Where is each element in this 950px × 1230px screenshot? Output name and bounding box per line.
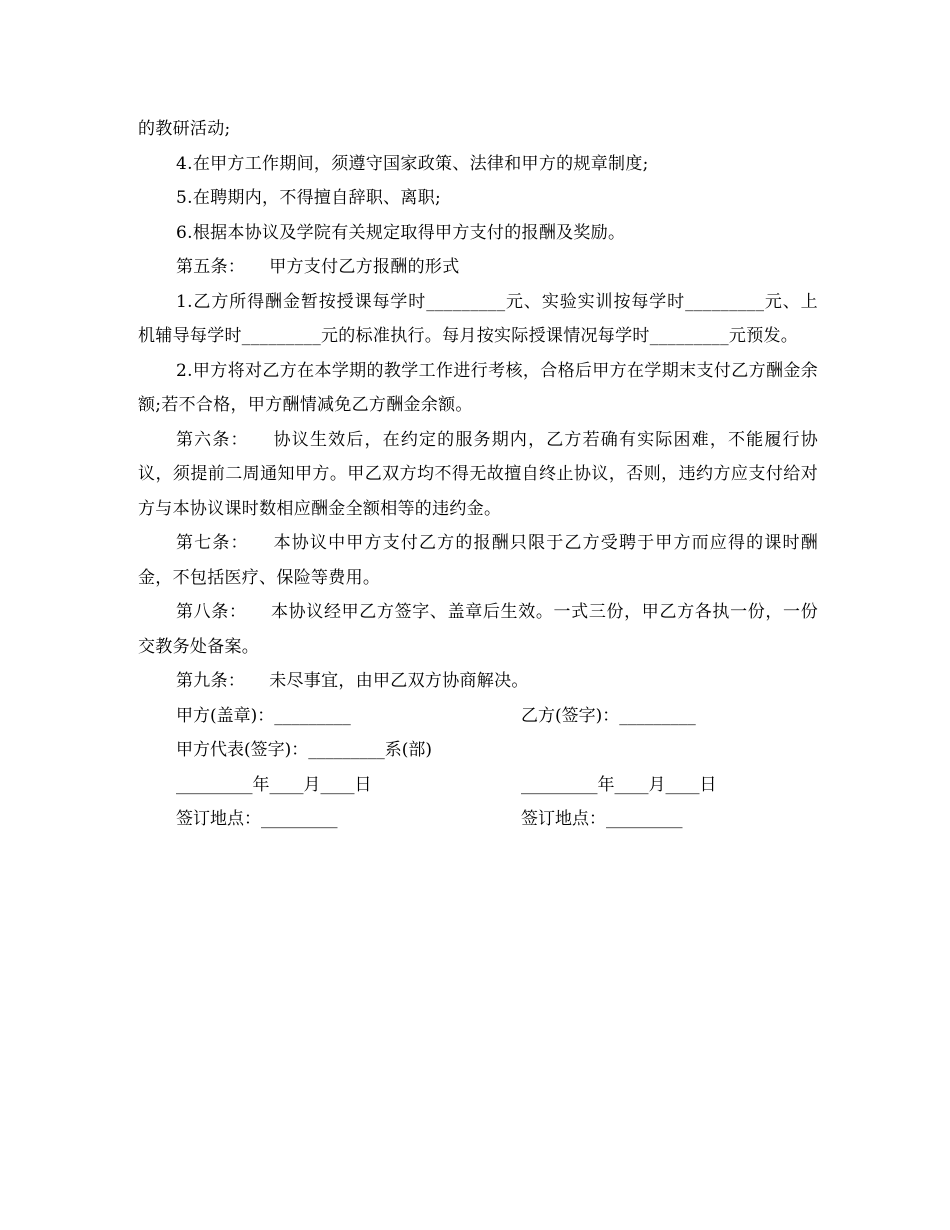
article-8-text: 本协议经甲乙方签字、盖章后生效。一式三份，甲乙方各执一份，一份交教务处备案。 — [138, 602, 818, 657]
paragraph-item-5: 5.在聘期内，不得擅自辞职、离职; — [176, 188, 442, 208]
article-6 — [138, 423, 818, 527]
party-a-seal-field: 甲方(盖章)：_________ — [176, 705, 351, 726]
date-field-left: _________年____月____日 — [176, 774, 372, 795]
article-5-text: 甲方支付乙方报酬的形式 — [269, 257, 460, 277]
article-7-label: 第七条： — [176, 533, 249, 553]
article-5-clause-2: 2.甲方将对乙方在本学期的教学工作进行考核，合格后甲方在学期末支付乙方酬金余额;若不合格，甲方酬情减免乙方酬金余额。 — [138, 360, 818, 415]
signature-row-representative — [138, 733, 818, 768]
article-7-text: 本协议中甲方支付乙方的报酬只限于乙方受聘于甲方而应得的课时酬金，不包括医疗、保险等费用。 — [138, 533, 819, 588]
paragraph-item-6: 6.根据本协议及学院有关规定取得甲方支付的报酬及奖励。 — [176, 222, 626, 243]
article-8 — [138, 595, 818, 664]
article-9-label: 第九条： — [176, 671, 246, 691]
party-b-sign-field: 乙方(签字)：_________ — [521, 705, 696, 726]
date-field-right: _________年____月____日 — [521, 774, 717, 795]
signature-row-parties — [138, 699, 818, 734]
article-9 — [138, 664, 818, 699]
article-7 — [138, 526, 818, 595]
signature-row-dates — [138, 768, 818, 803]
article-6-text: 协议生效后，在约定的服务期内，乙方若确有实际困难，不能履行协议，须提前二周通知甲方。甲乙双方均不得无故擅自终止协议，否则，违约方应支付给对方与本协议课时数相应酬金全额相等的违约金。 — [138, 429, 819, 519]
signing-place-left: 签订地点：_________ — [176, 809, 338, 829]
article-5-clause-1: 1.乙方所得酬金暂按授课每学时_________元、实验实训按每学时_________元、上机辅导每学时_________元的标准执行。每月按实际授课情况每学时_________元预发。 — [138, 291, 818, 346]
article-8-label: 第八条： — [176, 602, 247, 622]
paragraph-item-4: 4.在甲方工作期间，须遵守国家政策、法律和甲方的规章制度; — [176, 153, 649, 174]
article-5-heading — [138, 250, 818, 285]
signing-place-right: 签订地点：_________ — [521, 809, 683, 829]
document-body — [138, 112, 818, 837]
party-a-representative-field: 甲方代表(签字)：_________系(部) — [176, 740, 433, 760]
article-6-label: 第六条： — [176, 429, 249, 450]
signature-row-places — [138, 802, 818, 837]
paragraph-research-activities: 的教研活动; — [138, 119, 231, 139]
article-9-text: 未尽事宜，由甲乙双方协商解决。 — [269, 671, 529, 691]
article-5-label: 第五条： — [176, 257, 246, 277]
